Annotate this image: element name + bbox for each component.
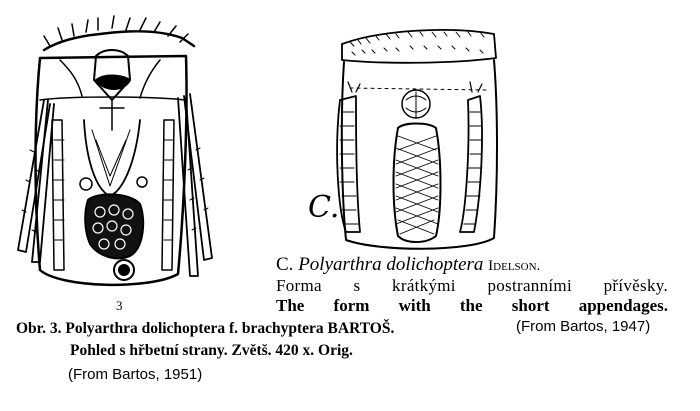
figure-c-english-caption: The form with the short appendages.: [276, 296, 668, 315]
figure-3-caption-line2: Pohled s hřbetní strany. Zvětš. 420 x. Orig.: [70, 342, 353, 359]
figure-c-label: C.: [276, 254, 299, 275]
figure-c-source: (From Bartos, 1947): [516, 318, 651, 335]
figure-c-czech-caption: Forma s krátkými postranními přívěsky.: [276, 276, 668, 295]
figure-3-source: (From Bartos, 1951): [68, 366, 203, 383]
figure-c-author: Idelson.: [488, 258, 541, 274]
figure-c-letter: C.: [308, 190, 340, 225]
figure-3-caption-line1: Obr. 3. Polyarthra dolichoptera f. brachyptera BARTOŠ.: [16, 320, 395, 337]
figure-3-number: 3: [116, 298, 123, 313]
figure-c-species-name: Polyarthra dolichoptera: [298, 254, 484, 275]
figure-c-title: [276, 254, 540, 276]
